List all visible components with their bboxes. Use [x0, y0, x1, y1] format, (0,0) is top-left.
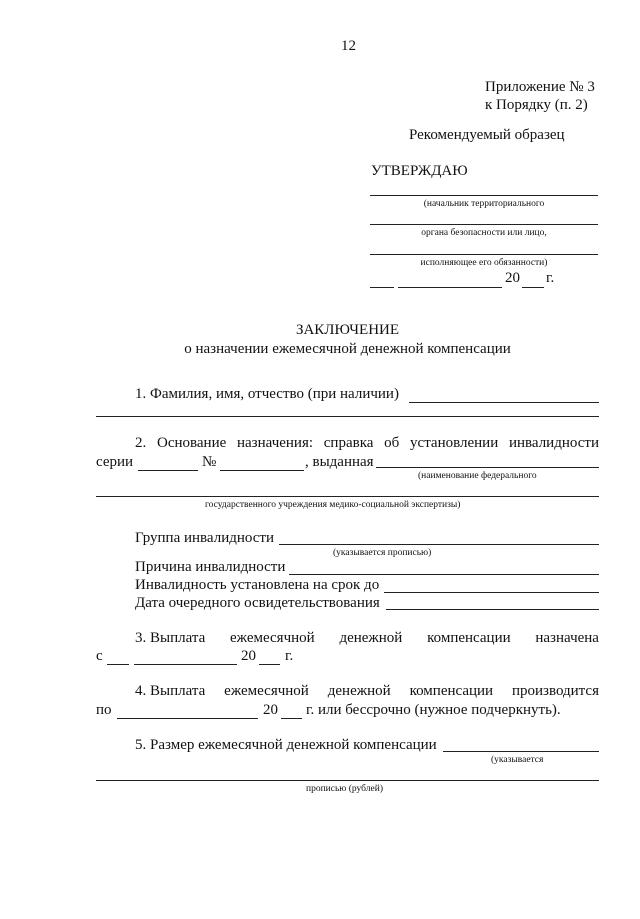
- term-label: Инвалидность установлена на срок до: [135, 577, 380, 593]
- approval-year-suffix: г.: [546, 270, 555, 286]
- amount-field-line-2: [96, 780, 599, 781]
- item1-label: 1. Фамилия, имя, отчество (при наличии): [135, 386, 399, 402]
- next-exam-label: Дата очередного освидетельствования: [135, 595, 380, 611]
- group-label: Группа инвалидности: [135, 530, 275, 546]
- issued-label: , выданная: [305, 454, 374, 470]
- group-hint: (указывается прописью): [333, 548, 432, 558]
- approver-line-2: [370, 224, 598, 225]
- next-exam-field-line: [386, 609, 599, 610]
- approval-title: УТВЕРЖДАЮ: [371, 163, 468, 179]
- number-label: №: [202, 454, 217, 470]
- from-month-line: [134, 664, 237, 665]
- page-number: 12: [341, 38, 356, 54]
- item2-word: инвалидности: [508, 435, 599, 451]
- document-title: ЗАКЛЮЧЕНИЕ: [295, 322, 400, 338]
- fullname-field-line-1: [409, 402, 599, 403]
- fullname-field-line-2: [96, 416, 599, 417]
- to-tail: г. или бессрочно (нужное подчеркнуть).: [306, 702, 561, 718]
- approval-year-line: [522, 287, 544, 288]
- item2-word: назначения:: [237, 435, 314, 451]
- approval-day-line: [370, 287, 394, 288]
- item3-word: 3. Выплата: [135, 630, 206, 646]
- item2-word: справка: [323, 435, 374, 451]
- cause-label: Причина инвалидности: [135, 559, 286, 575]
- to-label: по: [96, 702, 112, 718]
- approver-line-1: [370, 195, 598, 196]
- item3-word: денежной: [339, 630, 403, 646]
- from-year-prefix: 20: [241, 648, 256, 664]
- approver-hint-2: органа безопасности или лицо,: [421, 228, 547, 238]
- sample-label: Рекомендуемый образец: [409, 127, 565, 143]
- item4-word: денежной: [327, 683, 391, 699]
- approver-hint-3: исполняющее его обязанности): [420, 258, 548, 268]
- series-label: серии: [96, 454, 134, 470]
- item2-basis-line: [135, 435, 599, 452]
- document-subtitle: о назначении ежемесячной денежной компенсации: [184, 341, 511, 357]
- from-day-line: [107, 664, 129, 665]
- item2-word: 2.: [135, 435, 147, 451]
- item3-word: компенсации: [427, 630, 511, 646]
- amount-hint-2: прописью (рублей): [306, 784, 383, 794]
- to-date-line: [117, 718, 258, 719]
- issuer-hint-1: (наименование федерального: [418, 471, 537, 481]
- approval-month-line: [398, 287, 502, 288]
- amount-hint-1: (указывается: [491, 755, 544, 765]
- item4-word: ежемесячной: [224, 683, 309, 699]
- to-year-line: [281, 718, 302, 719]
- issuer-hint-2: государственного учреждения медико-социальной экспертизы): [205, 500, 461, 510]
- issuer-field-line-2: [96, 496, 599, 497]
- from-year-line: [259, 664, 280, 665]
- item3-word: ежемесячной: [230, 630, 315, 646]
- series-field-line: [138, 470, 198, 471]
- issuer-field-line-1: [376, 467, 599, 468]
- approver-hint-1: (начальник территориального: [423, 199, 545, 209]
- item2-word: Основание: [156, 435, 227, 451]
- group-field-line: [279, 544, 599, 545]
- appendix-line-2: к Порядку (п. 2): [485, 97, 588, 113]
- approver-line-3: [370, 254, 598, 255]
- term-field-line: [384, 592, 599, 593]
- item4-word: 4. Выплата: [135, 683, 206, 699]
- from-label: с: [96, 648, 103, 664]
- from-year-suffix: г.: [285, 648, 294, 664]
- approval-year-prefix: 20: [505, 270, 520, 286]
- item2-word: об: [384, 435, 400, 451]
- item4-line: [135, 683, 599, 700]
- item3-word: назначена: [535, 630, 599, 646]
- appendix-line-1: Приложение № 3: [485, 79, 595, 95]
- item4-word: компенсации: [409, 683, 494, 699]
- cause-field-line: [289, 574, 599, 575]
- to-year-prefix: 20: [263, 702, 278, 718]
- item4-word: производится: [512, 683, 599, 699]
- item5-label: 5. Размер ежемесячной денежной компенсации: [135, 737, 437, 753]
- item2-word: установлении: [410, 435, 499, 451]
- amount-field-line-1: [443, 751, 599, 752]
- item3-line: [135, 630, 599, 647]
- number-field-line: [220, 470, 304, 471]
